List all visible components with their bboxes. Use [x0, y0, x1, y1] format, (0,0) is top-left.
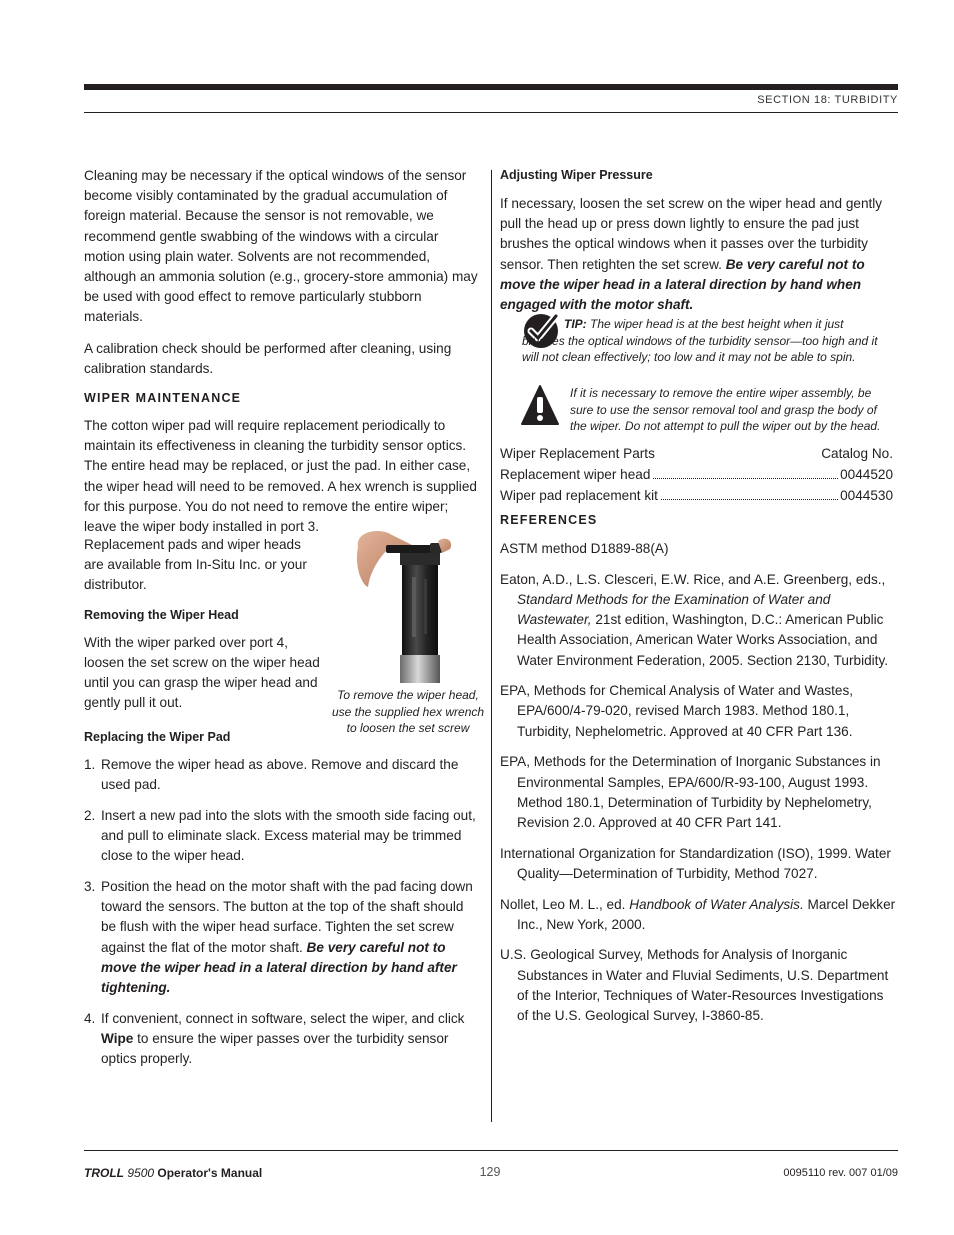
header-thin-rule [84, 112, 898, 113]
photo-caption: To remove the wiper head, use the supplied hex wrench to loosen the set screw [331, 688, 485, 735]
wiper-paragraph-2: Replacement pads and wiper heads are available from In-Situ Inc. or your distributor. [84, 537, 307, 593]
footer-brand: TROLL [84, 1166, 124, 1180]
adjusting-warning: Be very careful not to move the wiper head in a lateral direction by hand when engaged with the motor shaft. [500, 256, 865, 313]
tip-label: TIP: [564, 317, 587, 331]
intro-paragraph-1: Cleaning may be necessary if the optical windows of the sensor become visibly contaminated by the gradual accumulation of foreign material. Because the sensor is not removable, we recommend gentle swabbing of the windows with a circular motion using plain water. Solvents are not recommended, although an ammonia solution (e.g., grocery-store ammonia) may be used with good effect to remove particularly stubborn materials. [84, 168, 478, 325]
list-item: 4. If convenient, connect in software, select the wiper, and click Wipe to ensure the wiper passes over the turbidity sensor optics properly. [84, 1010, 465, 1067]
removing-paragraph: With the wiper parked over port 4, loosen the set screw on the wiper head until you can grasp the wiper head and gently pull it out. [84, 634, 320, 711]
reference-astm: ASTM method D1889-88(A) [500, 541, 669, 556]
reference-nollet: Nollet, Leo M. L., ed. Handbook of Water Analysis. Marcel Dekker Inc., New York, 2000. [500, 896, 896, 932]
right-column-top [500, 168, 898, 315]
reference-epa-2: EPA, Methods for the Determination of Inorganic Substances in Environmental Samples, EPA/600/R-93-100, August 1993. Method 180.1, Determination of Turbidity by Nephelometry, Revision 2.0. Approved at 40 CFR Part 141. [500, 754, 881, 830]
list-item: 3. Position the head on the motor shaft with the pad facing down toward the sensors. The button at the top of the shaft should be flush with the wiper head surface. Tighten the set screw against the flat of the motor shaft. Be very careful not to move the wiper head in a lateral direction by hand after tightening. [84, 879, 473, 996]
section-label: SECTION 18: TURBIDITY [757, 94, 898, 106]
column-divider [491, 170, 492, 1122]
wiper-photo-illustration [350, 527, 470, 683]
reference-eaton: Eaton, A.D., L.S. Clesceri, E.W. Rice, and A.E. Greenberg, eds., Standard Methods for the Examination of Water and Wastewater, 21st edition, Washington, D.C.: American Public Health Association, American Water Works Association, and Water Environment Federation, 2005. Section 2130, Turbidity. [500, 571, 889, 668]
warning-text: If it is necessary to remove the entire wiper assembly, be sure to use the sensor removal tool and grasp the body of the wiper. Do not attempt to pull the wiper out by the head. [570, 386, 881, 433]
table-row: Wiper pad replacement kit 0044530 [500, 487, 893, 503]
reference-usgs: U.S. Geological Survey, Methods for Analysis of Inorganic Substances in Water and Fluvial Sediments, U.S. Department of the Interior, Techniques of Water-Resources Investigations of the U.S. Geological Survey, I-3860-85. [500, 947, 889, 1024]
adjusting-paragraph: If necessary, loosen the set screw on the wiper head and gently pull the head up or press down lightly to ensure the pad just brushes the optical windows when it passes over the turbidity sensor. Then retighten the set screw. Be very careful not to move the wiper head in a lateral direction by hand when engaged with the motor shaft. [500, 196, 883, 313]
step-3-warning: Be very careful not to move the wiper head in a lateral direction by hand after tightening. [101, 939, 457, 996]
replacing-steps [84, 755, 480, 1069]
parts-header-catalog: Catalog No. [821, 446, 893, 461]
wiper-photo [350, 527, 470, 683]
wipe-label: Wipe [101, 1030, 134, 1046]
parts-table [500, 444, 893, 506]
left-narrow-block [84, 535, 320, 713]
warning-triangle-icon [520, 384, 560, 426]
page-number: 129 [479, 1165, 501, 1179]
references-heading: REFERENCES [500, 513, 598, 527]
footer-doc-number: 0095110 rev. 007 01/09 [783, 1167, 898, 1179]
references-list [500, 539, 898, 1026]
list-item: 2. Insert a new pad into the slots with the smooth side facing out, and pull to eliminate slack. Excess material may be trimmed close to the wiper head. [84, 807, 476, 864]
replacing-heading: Replacing the Wiper Pad [84, 730, 231, 744]
intro-paragraph-2: A calibration check should be performed after cleaning, using calibration standards. [84, 340, 452, 376]
table-row: Replacement wiper head 0044520 [500, 466, 893, 482]
reference-iso: International Organization for Standardization (ISO), 1999. Water Quality—Determination of Turbidity, Method 7027. [500, 845, 891, 881]
tip-body: The wiper head is at the best height when it just brushes the optical windows of the turbidity sensor—too high and it will not clean effectively; too low and it may not be able to spin. [522, 317, 878, 364]
footer-model: 9500 [127, 1166, 155, 1180]
footer-rule [84, 1150, 898, 1151]
reference-epa-1: EPA, Methods for Chemical Analysis of Water and Wastes, EPA/600/4-79-020, revised March 1983. Method 180.1, Turbidity, Nephelometric. Approved at 40 CFR Part 136. [500, 683, 854, 739]
references-block [500, 513, 898, 1037]
parts-header-name: Wiper Replacement Parts [500, 446, 655, 461]
adjusting-heading: Adjusting Wiper Pressure [500, 168, 653, 182]
parts-header-row [500, 444, 893, 465]
header-rule [84, 84, 898, 90]
tip-text [522, 316, 882, 366]
replacing-block [84, 730, 480, 1080]
wiper-paragraph-1: The cotton wiper pad will require replacement periodically to maintain its effectiveness in cleaning the turbidity sensor optics. The entire head may be replaced, or just the pad. In either case, the wiper head will need to be removed. A hex wrench is supplied for this purpose. You do not need to remove the entire wiper; leave the wiper body installed in port 3. [84, 418, 477, 535]
list-item: 1. Remove the wiper head as above. Remove and discard the used pad. [84, 757, 459, 793]
left-column [84, 166, 480, 537]
footer-manual-title [84, 1166, 262, 1180]
footer-manual: Operator's Manual [154, 1166, 263, 1180]
removing-heading: Removing the Wiper Head [84, 607, 239, 622]
wiper-maintenance-heading: WIPER MAINTENANCE [84, 391, 242, 406]
